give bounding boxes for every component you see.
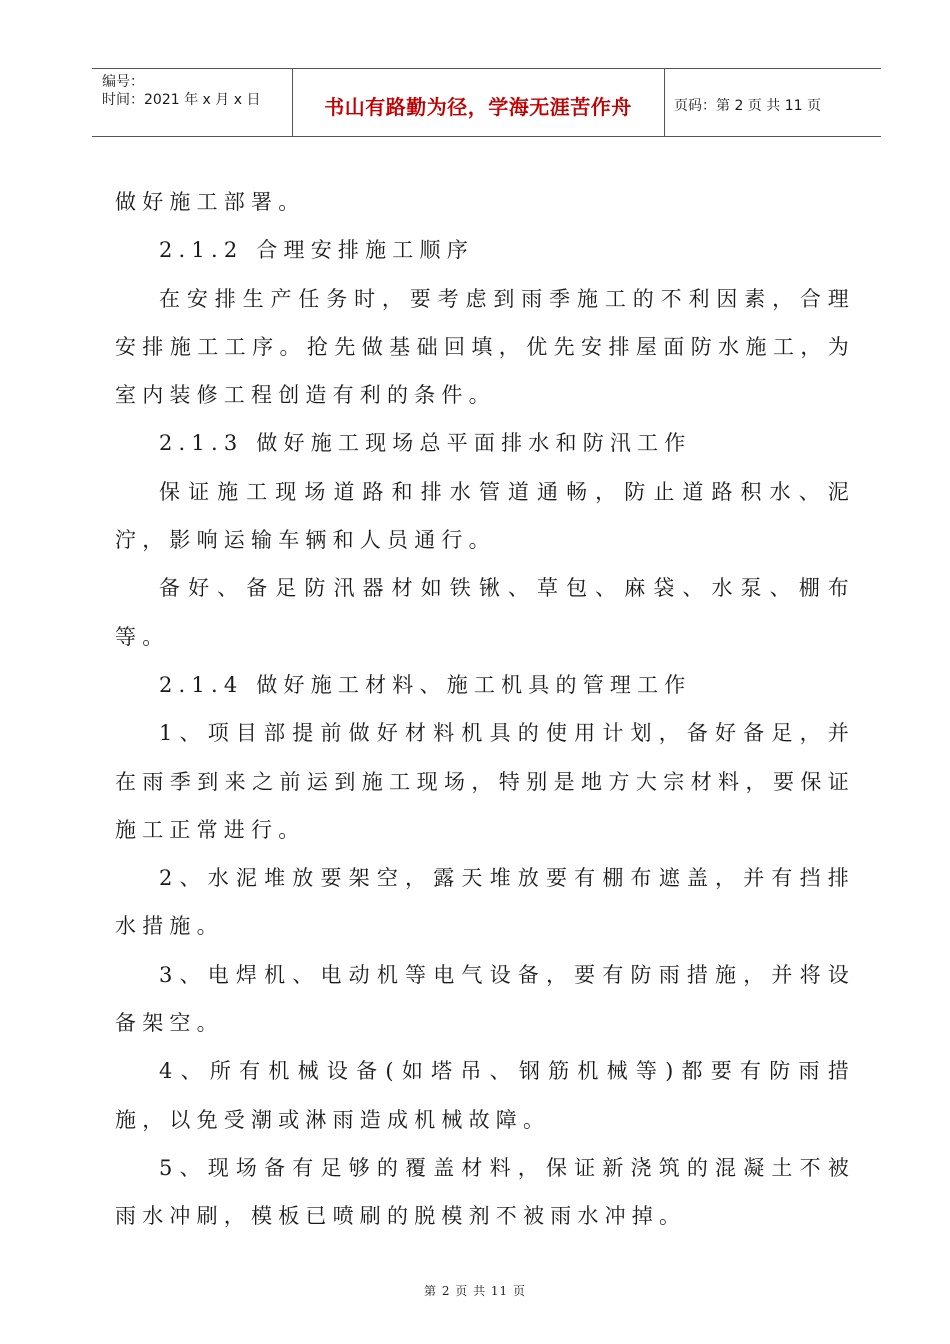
list-item-1: 1、项目部提前做好材料机具的使用计划，备好备足，并在雨季到来之前运到施工现场，特别是地方大宗材料，要保证施工正常进行。 [115, 721, 855, 842]
paragraph: 备好、备足防汛器材如铁锹、草包、麻袋、水泵、棚布等。 [115, 576, 855, 649]
paragraph: 在安排生产任务时，要考虑到雨季施工的不利因素，合理安排施工工序。抢先做基础回填，优先安排屋面防水施工，为室内装修工程创造有利的条件。 [115, 286, 855, 408]
list-item-2: 2、水泥堆放要架空，露天堆放要有棚布遮盖，并有挡排水措施。 [115, 866, 855, 939]
header-motto: 书山有路勤为径，学海无涯苦作舟 [324, 95, 632, 119]
header-middle-cell [292, 69, 665, 136]
list-item-3: 3、电焊机、电动机等电气设备，要有防雨措施，并将设备架空。 [115, 962, 855, 1036]
header-right-cell [664, 69, 881, 136]
section-heading-2-1-2: 2.1.2 合理安排施工顺序 [159, 238, 474, 263]
page-header [92, 68, 881, 137]
header-left-cell [92, 69, 293, 136]
paragraph: 保证施工现场道路和排水管道通畅，防止道路积水、泥泞，影响运输车辆和人员通行。 [115, 479, 855, 553]
header-page-number: 页码：第 2 页 共 11 页 [674, 98, 821, 114]
time-label: 时间：2021 年 x 月 x 日 [102, 92, 261, 108]
paragraph-continuation: 做好施工部署。 [115, 190, 306, 214]
document-body [115, 178, 855, 1241]
list-item-5: 5、现场备有足够的覆盖材料，保证新浇筑的混凝土不被雨水冲刷，模板已喷刷的脱模剂不被雨水冲掉。 [115, 1155, 855, 1229]
list-item-4: 4、所有机械设备(如塔吊、钢筋机械等)都要有防雨措施，以免受潮或淋雨造成机械故障。 [115, 1059, 855, 1132]
section-heading-2-1-3: 2.1.3 做好施工现场总平面排水和防汛工作 [159, 431, 692, 456]
page-footer: 第 2 页 共 11 页 [424, 1284, 526, 1298]
section-heading-2-1-4: 2.1.4 做好施工材料、施工机具的管理工作 [159, 672, 692, 697]
serial-number-label: 编号： [102, 74, 144, 90]
